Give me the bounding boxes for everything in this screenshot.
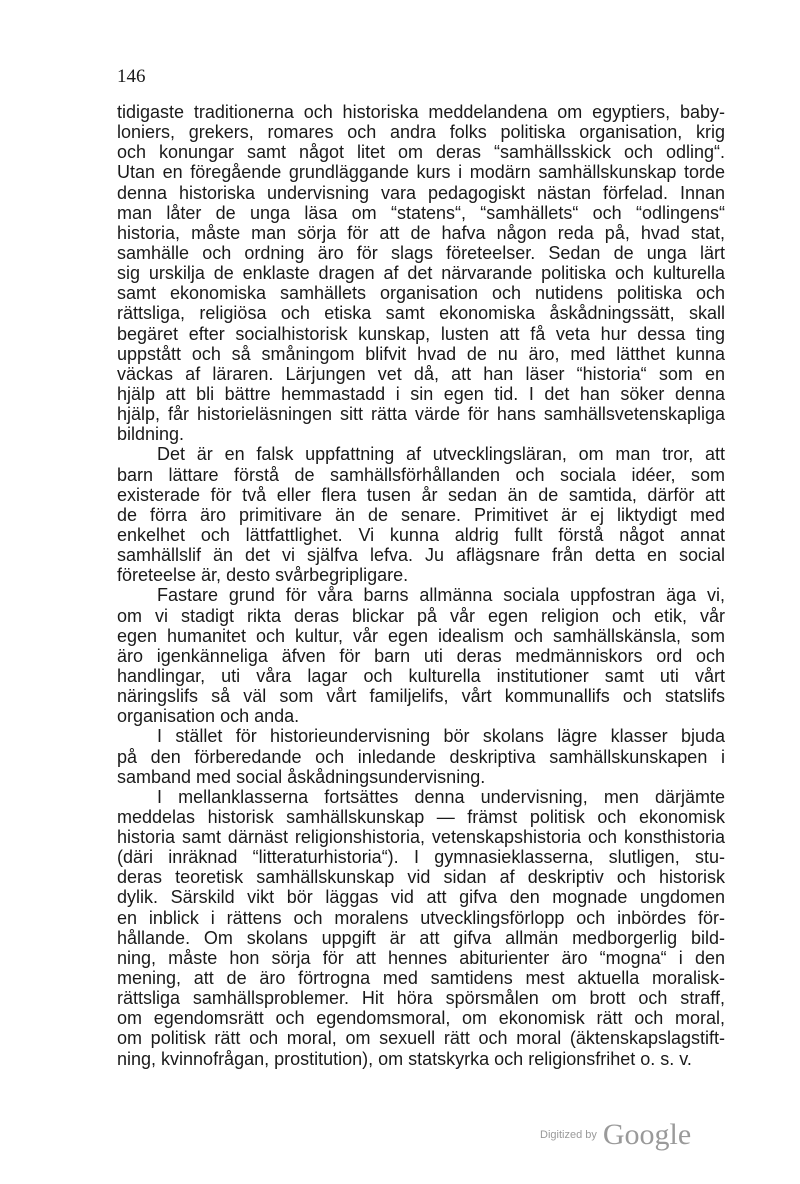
text-line: loniers, grekers, romares och andra folks politiska organisation, krig <box>117 122 725 143</box>
text-line: existerade för två eller flera tusen år sedan än de samtida, därför att <box>117 484 725 505</box>
text-line: Fastare grund för våra barns allmänna sociala uppfostran äga vi, <box>157 585 725 606</box>
text-line: barn lättare förstå de samhällsförhållanden och sociala idéer, som <box>117 464 725 485</box>
text-line: tidigaste traditionerna och historiska meddelandena om egyptiers, baby- <box>117 102 725 122</box>
text-line: deras teoretisk samhällskunskap vid sidan af deskriptiv och historisk <box>117 867 725 888</box>
text-line: I mellanklasserna fortsättes denna undervisning, men därjämte <box>157 786 725 807</box>
text-line: väckas af läraren. Lärjungen vet då, att han läser “historia“ som en <box>117 363 725 384</box>
paragraph <box>117 444 725 585</box>
text-line: enkelhet och lättfattlighet. Vi kunna aldrig fullt förstå något annat <box>117 524 725 545</box>
watermark-prefix: Digitized by <box>540 1129 597 1141</box>
text-line: samband med social åskådningsundervisning. <box>117 766 486 787</box>
digitized-by-google-watermark <box>540 1118 691 1152</box>
text-line: Utan en föregående grundläggande kurs i modärn samhällskunskap torde <box>117 162 725 183</box>
text-line: bildning. <box>117 424 185 445</box>
paragraph <box>117 787 725 1069</box>
text-line: om egendomsrätt och egendomsmoral, om ekonomisk rätt och moral, <box>117 1008 725 1029</box>
text-line: begäret efter socialhistorisk kunskap, lusten att få veta hur dessa ting <box>117 323 725 344</box>
text-line: en inblick i rättens och moralens utvecklingsförlopp och inbördes för- <box>117 907 725 928</box>
paragraph <box>117 585 725 726</box>
text-line: om politisk rätt och moral, om sexuell rätt och moral (äktenskapslagstift- <box>117 1028 725 1049</box>
text-line: dylik. Särskild vikt bör läggas vid att gifva den mognade ungdomen <box>117 887 725 908</box>
text-line: ning, kvinnofrågan, prostitution), om statskyrka och religionsfrihet o. s. v. <box>117 1048 692 1069</box>
text-line: Det är en falsk uppfattning af utvecklingsläran, om man tror, att <box>157 444 725 465</box>
text-line: företeelse är, desto svårbegripligare. <box>117 565 409 586</box>
text-line: och konungar samt något litet om deras “samhällsskick och odling“. <box>117 142 725 163</box>
body-text <box>117 102 725 1069</box>
text-line: samhällslif än det vi själfva lefva. Ju aflägsnare från detta en social <box>117 545 725 566</box>
text-line: uppstått och så småningom blifvit hvad de nu äro, med lätthet kunna <box>117 343 725 364</box>
text-line: näringslifs så väl som vårt familjelifs, vårt kommunallifs och statslifs <box>117 686 725 707</box>
text-line: historia, måste man sörja för att de hafva någon reda på, hvad stat, <box>117 222 725 243</box>
google-logo: Google <box>602 1118 692 1151</box>
text-line: organisation och anda. <box>117 706 300 727</box>
text-line: äro igenkänneliga äfven för barn uti deras medmänniskors ord och <box>117 645 725 666</box>
text-line: rättsliga, religiösa och etiska samt ekonomiska åskådningssätt, skall <box>117 303 725 324</box>
text-line: man låter de unga läsa om “statens“, “samhällets“ och “odlingens“ <box>117 202 725 223</box>
text-line: samhälle och ordning äro för slags företeelser. Sedan de unga lärt <box>117 242 725 263</box>
text-line: rättsliga samhällsproblemer. Hit höra spörsmålen om brott och straff, <box>117 988 725 1009</box>
text-line: på den förberedande och inledande deskriptiva samhällskunskapen i <box>117 746 725 767</box>
text-line: om vi stadigt rikta deras blickar på vår egen religion och etik, vår <box>117 605 725 626</box>
page-number: 146 <box>117 66 146 87</box>
paragraph <box>117 102 725 444</box>
text-line: samt ekonomiska samhällets organisation och nutidens politiska och <box>117 283 725 304</box>
text-line: mening, att de äro förtrogna med samtidens mest aktuella moralisk- <box>117 968 725 989</box>
text-line: ning, måste hon sörja för att hennes abiturienter äro “mogna“ i den <box>117 947 725 968</box>
text-line: (däri inräknad “litteraturhistoria“). I gymnasieklasserna, slutligen, stu- <box>117 847 725 868</box>
text-line: de förra äro primitivare än de senare. Primitivet är ej liktydigt med <box>117 504 725 525</box>
text-line: hjälp, får historieläsningen sitt rätta värde för hans samhällsvetenskapliga <box>117 404 725 425</box>
text-line: meddelas historisk samhällskunskap — främst politisk och ekonomisk <box>117 806 725 827</box>
text-line: sig urskilja de enklaste dragen af det närvarande politiska och kulturella <box>117 263 725 284</box>
text-line: I stället för historieundervisning bör skolans lägre klasser bjuda <box>157 726 725 747</box>
text-line: historia samt därnäst religionshistoria, vetenskapshistoria och konsthistoria <box>117 827 725 848</box>
text-line: hjälp att bli bättre hemmastadd i sin egen tid. I det han söker denna <box>117 383 725 404</box>
text-line: hållande. Om skolans uppgift är att gifva allmän medborgerlig bild- <box>117 927 725 948</box>
paragraph <box>117 726 725 786</box>
text-line: egen humanitet och kultur, vår egen idealism och samhällskänsla, som <box>117 625 725 646</box>
text-line: denna historiska undervisning vara pedagogiskt nästan förfelad. Innan <box>117 182 725 203</box>
text-line: handlingar, uti våra lagar och kulturella institutioner samt uti vårt <box>117 665 725 686</box>
